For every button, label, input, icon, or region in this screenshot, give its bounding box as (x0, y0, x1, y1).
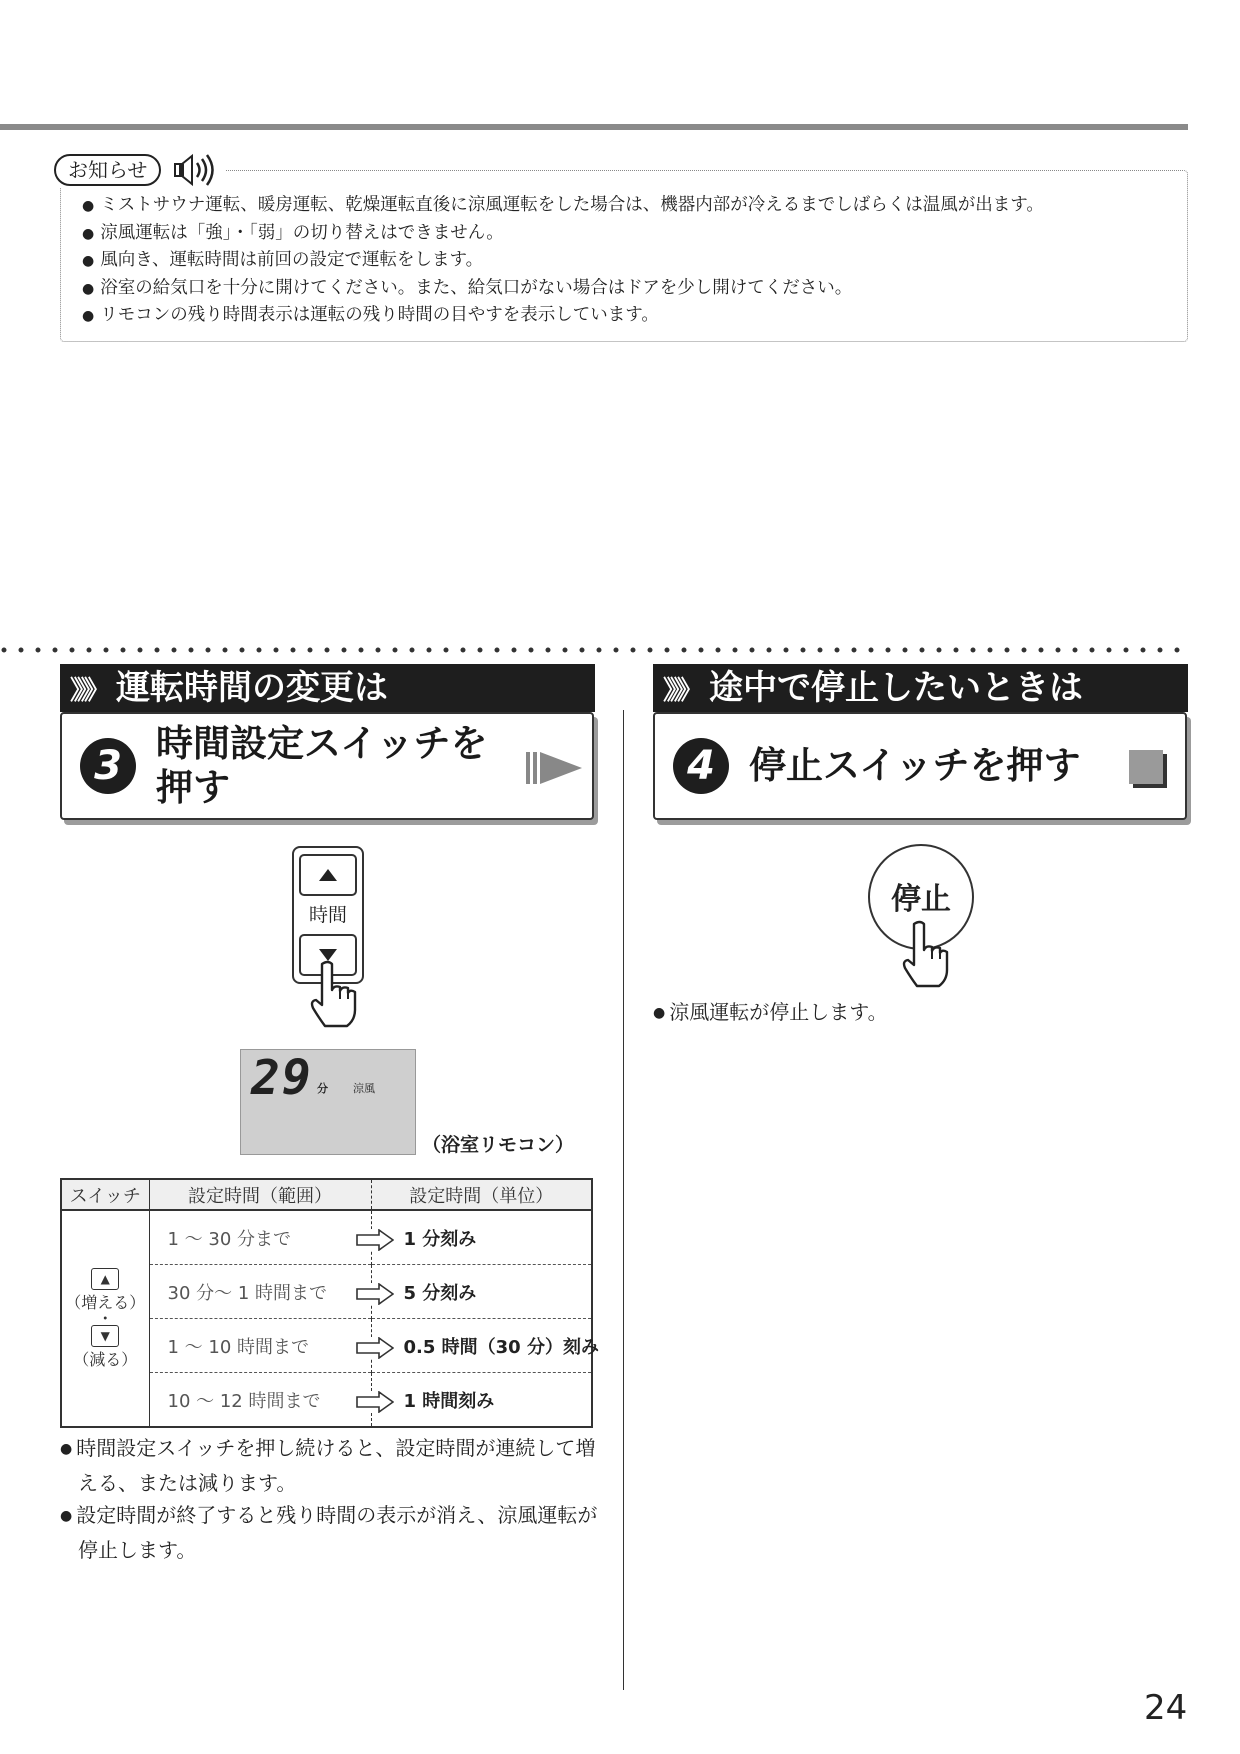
top-rule (0, 124, 1188, 130)
unit-cell (371, 1210, 592, 1265)
notice-item: ● 涼風運転は「強」・「弱」の切り替えはできません。 (82, 220, 1172, 248)
step-line-2: 押す (156, 766, 230, 809)
step-instruction: 停止スイッチを押す (749, 744, 1081, 787)
notice-item: ● ミストサウナ運転、暖房運転、乾燥運転直後に涼風運転をした場合は、機器内部が冷えるまでしばらくは温風が出ます。 (82, 192, 1172, 220)
notice-list (82, 192, 1172, 330)
dotted-separator (0, 646, 1188, 654)
unit-cell (371, 1319, 599, 1373)
step-number-badge: 4 (673, 738, 729, 794)
left-notes (60, 1432, 600, 1566)
triangle-up-icon (301, 856, 355, 894)
range-cell: 1 〜 10 時間まで (149, 1319, 371, 1373)
notice-header (54, 152, 225, 188)
table-row (61, 1210, 592, 1265)
decrease-label: （減る） (73, 1349, 138, 1369)
remote-caption: （浴室リモコン） (422, 1134, 575, 1156)
lcd-remaining-time: 29 (251, 1050, 313, 1106)
column-divider (623, 710, 624, 1690)
time-setting-table (60, 1178, 599, 1428)
speaker-icon (171, 152, 217, 188)
chevron-icon: 》》》 (70, 676, 105, 706)
step-4-box (653, 712, 1187, 820)
mini-up-button: ▲ (91, 1268, 119, 1290)
note-item: ● 時間設定スイッチを押し続けると、設定時間が連続して増える、または減ります。 (60, 1432, 600, 1499)
unit-value: 1 分刻み (403, 1228, 477, 1250)
step-instruction (156, 722, 488, 810)
unit-value: 0.5 時間（30 分）刻み (403, 1336, 599, 1358)
unit-cell (371, 1265, 592, 1319)
lcd-mode: 涼風 (353, 1082, 375, 1095)
table-header: 設定時間（範囲） (149, 1179, 371, 1210)
notice-item: ● リモコンの残り時間表示は運転の残り時間の目やすを表示しています。 (82, 302, 1172, 330)
stop-button-label: 停止 (891, 882, 951, 917)
hollow-arrow-icon (356, 1229, 394, 1251)
note-item: ● 設定時間が終了すると残り時間の表示が消え、涼風運転が停止します。 (60, 1499, 600, 1566)
hollow-arrow-icon (356, 1391, 394, 1413)
section-title: 運転時間の変更は (116, 668, 389, 708)
lcd-unit: 分 (317, 1082, 328, 1095)
pointing-hand-icon (308, 960, 360, 1028)
increase-label: （増える） (65, 1292, 146, 1312)
remote-lcd-display (240, 1049, 416, 1155)
pointing-hand-icon (900, 920, 952, 988)
range-cell: 1 〜 30 分まで (167, 1228, 292, 1250)
switch-separator: ・ (97, 1308, 114, 1328)
note-item: ● 涼風運転が停止します。 (653, 996, 1183, 1031)
right-notes (653, 996, 1183, 1031)
section-header-time-change (60, 664, 595, 712)
time-switch-label: 時間 (308, 904, 347, 926)
step-line-1: 時間設定スイッチを (156, 722, 488, 765)
unit-value: 5 分刻み (403, 1282, 477, 1304)
stop-square-icon (1127, 748, 1169, 788)
notice-item: ● 浴室の給気口を十分に開けてください。また、給気口がない場合はドアを少し開けてください。 (82, 275, 1172, 303)
time-up-button[interactable] (299, 854, 357, 896)
chevron-icon: 》》》 (663, 676, 698, 706)
page-number: 24 (1144, 1688, 1188, 1728)
table-header: 設定時間（単位） (371, 1179, 592, 1210)
next-arrow-icon (524, 750, 586, 786)
hollow-arrow-icon (356, 1283, 394, 1305)
step-3-box (60, 712, 594, 820)
unit-cell (371, 1373, 592, 1428)
range-cell: 30 分〜 1 時間まで (149, 1265, 371, 1319)
section-header-stop (653, 664, 1188, 712)
range-cell: 10 〜 12 時間まで (149, 1373, 371, 1428)
hollow-arrow-icon (356, 1337, 394, 1359)
step-number-badge: 3 (80, 738, 136, 794)
notice-item: ● 風向き、運転時間は前回の設定で運転をします。 (82, 247, 1172, 275)
section-title: 途中で停止したいときは (709, 668, 1084, 708)
notice-label: お知らせ (54, 154, 161, 186)
table-header: スイッチ (61, 1179, 149, 1210)
unit-value: 1 時間刻み (403, 1390, 495, 1412)
mini-down-button: ▼ (91, 1325, 119, 1347)
switch-cell (61, 1210, 149, 1427)
